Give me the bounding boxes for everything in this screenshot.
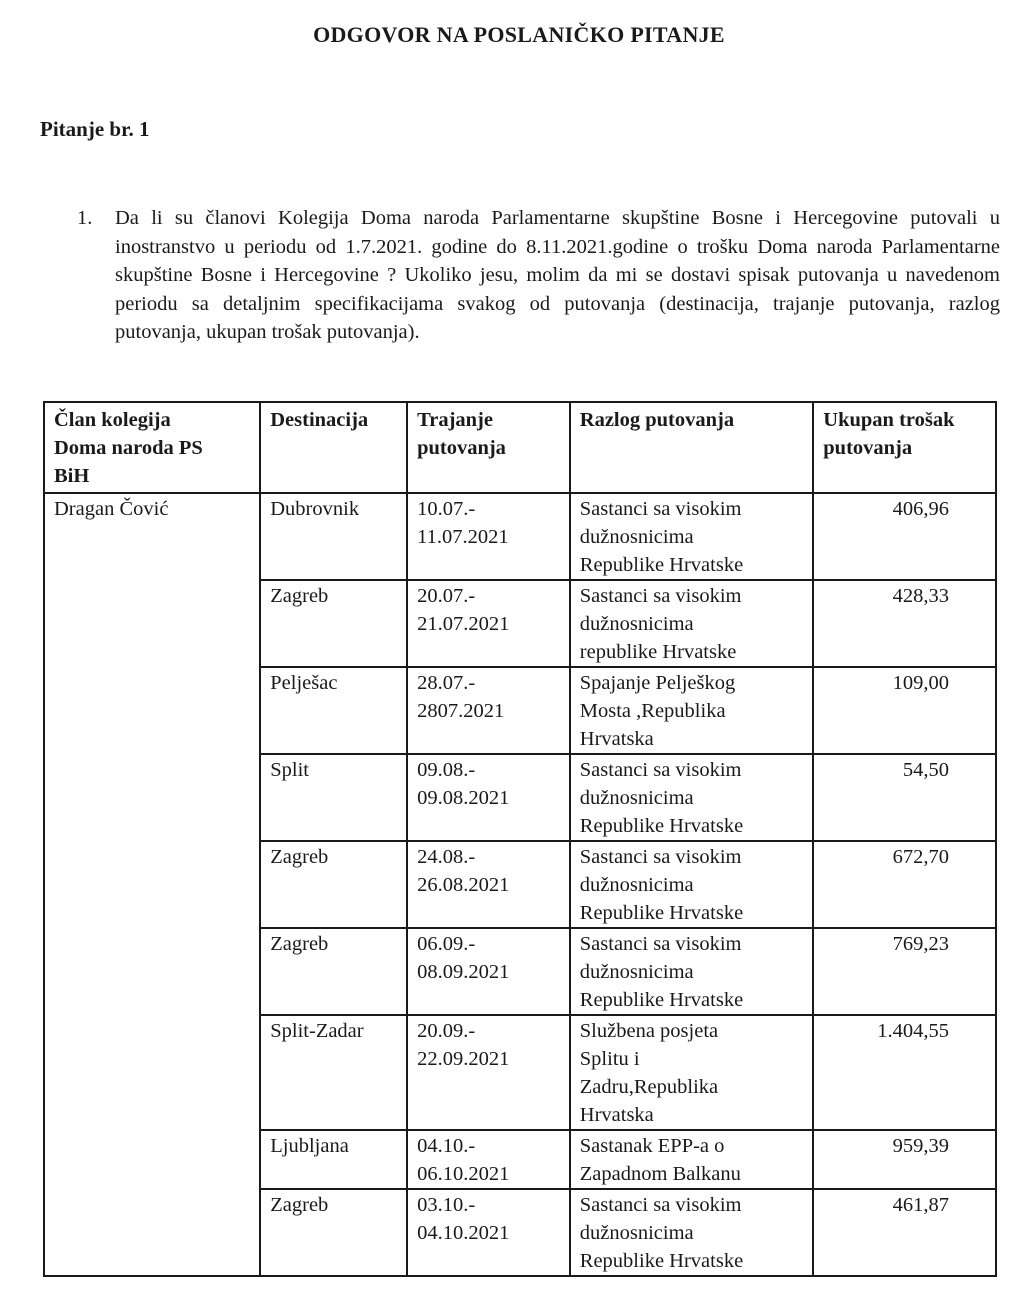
document-title: ODGOVOR NA POSLANIČKO PITANJE bbox=[313, 22, 725, 47]
cost-cell: 959,39 bbox=[813, 1130, 996, 1189]
cost-cell: 769,23 bbox=[813, 928, 996, 1015]
header-destination bbox=[260, 402, 407, 493]
cost-cell: 428,33 bbox=[813, 580, 996, 667]
header-duration-line: putovanja bbox=[417, 437, 506, 459]
duration-line: 06.10.2021 bbox=[417, 1163, 510, 1185]
reason-line: Zadru,Republika bbox=[579, 1076, 719, 1098]
duration-cell bbox=[407, 1189, 570, 1276]
header-member-line: BiH bbox=[54, 465, 90, 487]
duration-line: 10.07.- bbox=[417, 498, 476, 520]
duration-cell bbox=[407, 1015, 570, 1130]
reason-line: Republike Hrvatske bbox=[579, 1250, 744, 1272]
duration-line: 24.08.- bbox=[417, 846, 476, 868]
header-duration-line: Trajanje bbox=[417, 409, 493, 431]
duration-line: 04.10.- bbox=[417, 1135, 476, 1157]
duration-cell bbox=[407, 754, 570, 841]
reason-cell bbox=[570, 493, 814, 580]
reason-line: Sastanak EPP-a o bbox=[579, 1135, 725, 1157]
reason-line: Zapadnom Balkanu bbox=[579, 1163, 741, 1185]
reason-cell bbox=[570, 841, 814, 928]
duration-line: 28.07.- bbox=[417, 672, 476, 694]
destination-cell: Pelješac bbox=[260, 667, 407, 754]
reason-cell bbox=[570, 1015, 814, 1130]
duration-line: 03.10.- bbox=[417, 1194, 476, 1216]
question-paragraph bbox=[60, 204, 1000, 347]
reason-line: dužnosnicima bbox=[579, 1222, 694, 1244]
reason-line: Republike Hrvatske bbox=[579, 902, 744, 924]
reason-line: Republike Hrvatske bbox=[579, 554, 744, 576]
reason-line: republike Hrvatske bbox=[579, 641, 737, 663]
travel-table bbox=[43, 401, 997, 1277]
reason-line: Sastanci sa visokim bbox=[579, 933, 742, 955]
cost-cell: 461,87 bbox=[813, 1189, 996, 1276]
reason-line: dužnosnicima bbox=[579, 526, 694, 548]
reason-cell bbox=[570, 928, 814, 1015]
reason-line: Sastanci sa visokim bbox=[579, 585, 742, 607]
destination-cell: Zagreb bbox=[260, 1189, 407, 1276]
cost-cell: 54,50 bbox=[813, 754, 996, 841]
duration-cell bbox=[407, 928, 570, 1015]
reason-line: dužnosnicima bbox=[579, 613, 694, 635]
table-body bbox=[44, 493, 996, 1276]
reason-line: Sastanci sa visokim bbox=[579, 759, 742, 781]
header-member-line: Doma naroda PS bbox=[54, 437, 203, 459]
duration-line: 26.08.2021 bbox=[417, 874, 510, 896]
reason-line: Službena posjeta bbox=[579, 1020, 719, 1042]
reason-line: Sastanci sa visokim bbox=[579, 846, 742, 868]
duration-cell bbox=[407, 580, 570, 667]
destination-cell: Split-Zadar bbox=[260, 1015, 407, 1130]
duration-line: 22.09.2021 bbox=[417, 1048, 510, 1070]
duration-line: 21.07.2021 bbox=[417, 613, 510, 635]
reason-line: dužnosnicima bbox=[579, 874, 694, 896]
duration-line: 08.09.2021 bbox=[417, 961, 510, 983]
duration-line: 20.09.- bbox=[417, 1020, 476, 1042]
reason-cell bbox=[570, 1130, 814, 1189]
reason-line: Sastanci sa visokim bbox=[579, 1194, 742, 1216]
question-text: Da li su članovi Kolegija Doma naroda Parlamentarne skupštine Bosne i Hercegovine putovali u inostranstvo u periodu od 1.7.2021. godine do 8.11.2021.godine o trošku Doma naroda Parlamentarne skupštine Bosne i Hercegovine ? Ukoliko jesu, molim da mi se dostavi spisak putovanja u navedenom periodu sa detaljnim specifikacijama svakog od putovanja (destinacija, trajanje putovanja, razlog putovanja, ukupan trošak putovanja). bbox=[115, 207, 1000, 343]
reason-line: Republike Hrvatske bbox=[579, 815, 744, 837]
cost-cell: 1.404,55 bbox=[813, 1015, 996, 1130]
reason-line: Hrvatska bbox=[579, 1104, 654, 1126]
reason-line: Spajanje Pelješkog bbox=[579, 672, 736, 694]
duration-line: 2807.2021 bbox=[417, 700, 505, 722]
question-heading: Pitanje br. 1 bbox=[40, 117, 150, 141]
header-reason-line: Razlog putovanja bbox=[579, 409, 735, 431]
header-cost-line: putovanja bbox=[823, 437, 913, 459]
header-member bbox=[44, 402, 260, 493]
table-header-row bbox=[44, 402, 996, 493]
destination-cell: Ljubljana bbox=[260, 1130, 407, 1189]
reason-cell bbox=[570, 580, 814, 667]
duration-line: 04.10.2021 bbox=[417, 1222, 510, 1244]
cost-cell: 406,96 bbox=[813, 493, 996, 580]
duration-line: 11.07.2021 bbox=[417, 526, 509, 548]
question-number: 1. bbox=[77, 207, 93, 229]
reason-cell bbox=[570, 1189, 814, 1276]
destination-cell: Zagreb bbox=[260, 928, 407, 1015]
reason-cell bbox=[570, 667, 814, 754]
cost-cell: 672,70 bbox=[813, 841, 996, 928]
destination-cell: Split bbox=[260, 754, 407, 841]
reason-line: dužnosnicima bbox=[579, 961, 694, 983]
destination-cell: Dubrovnik bbox=[260, 493, 407, 580]
duration-cell bbox=[407, 841, 570, 928]
reason-cell bbox=[570, 754, 814, 841]
destination-cell: Zagreb bbox=[260, 580, 407, 667]
duration-cell bbox=[407, 493, 570, 580]
table-row bbox=[44, 493, 996, 580]
header-member-line: Član kolegija bbox=[54, 409, 171, 431]
header-reason bbox=[570, 402, 814, 493]
duration-line: 09.08.- bbox=[417, 759, 476, 781]
destination-cell: Zagreb bbox=[260, 841, 407, 928]
reason-line: Sastanci sa visokim bbox=[579, 498, 742, 520]
duration-line: 06.09.- bbox=[417, 933, 476, 955]
reason-line: Hrvatska bbox=[579, 728, 654, 750]
duration-line: 20.07.- bbox=[417, 585, 476, 607]
duration-cell bbox=[407, 667, 570, 754]
duration-line: 09.08.2021 bbox=[417, 787, 510, 809]
header-cost-line: Ukupan trošak bbox=[823, 409, 955, 431]
reason-line: Mosta ,Republika bbox=[579, 700, 726, 722]
header-destination-line: Destinacija bbox=[270, 409, 369, 431]
header-cost bbox=[813, 402, 996, 493]
reason-line: Splitu i bbox=[579, 1048, 640, 1070]
header-duration bbox=[407, 402, 570, 493]
reason-line: Republike Hrvatske bbox=[579, 989, 744, 1011]
member-name-cell: Dragan Čović bbox=[44, 493, 260, 1276]
reason-line: dužnosnicima bbox=[579, 787, 694, 809]
duration-cell bbox=[407, 1130, 570, 1189]
cost-cell: 109,00 bbox=[813, 667, 996, 754]
